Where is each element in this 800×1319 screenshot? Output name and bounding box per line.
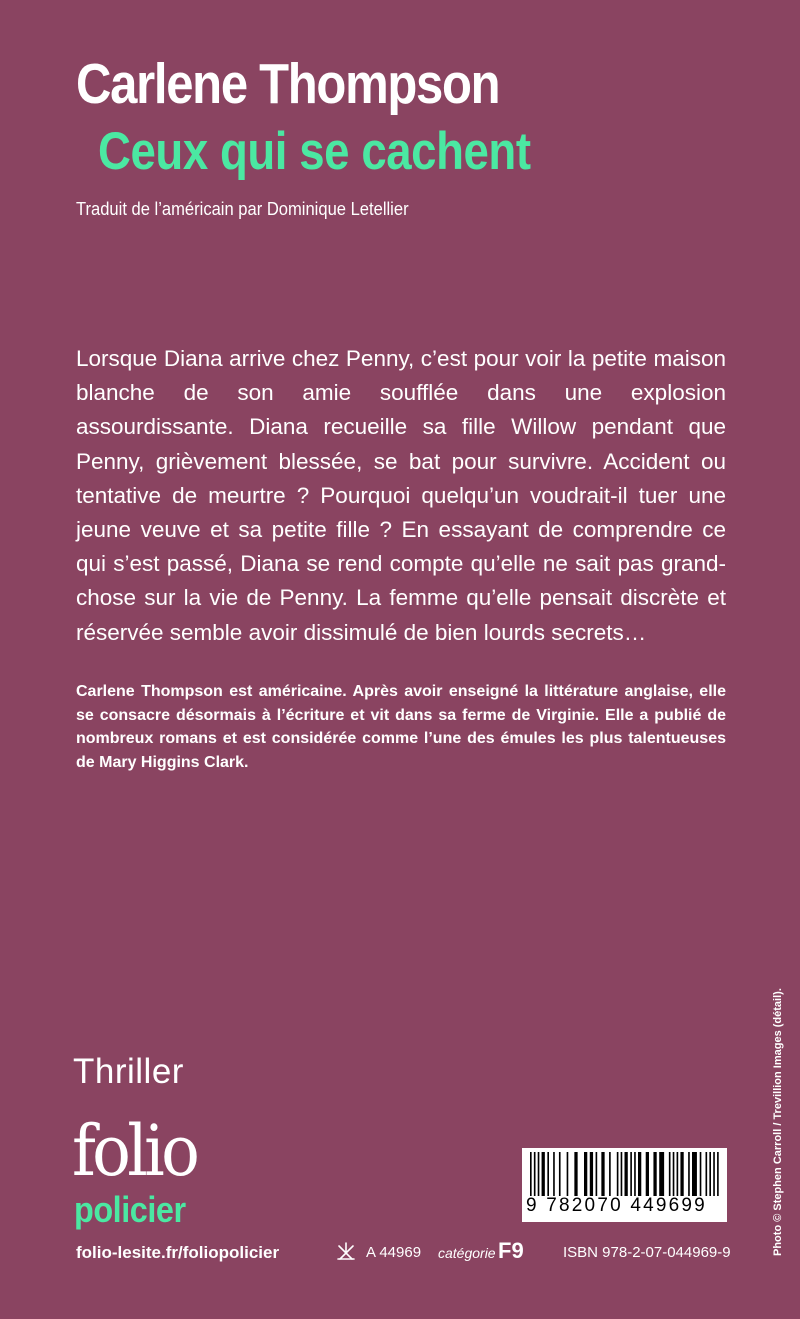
- barcode-bar: [547, 1152, 549, 1196]
- barcode-bar: [688, 1152, 690, 1196]
- barcode-bar: [706, 1152, 708, 1196]
- barcode-bar: [634, 1152, 636, 1196]
- catalog-code: A 44969: [366, 1244, 422, 1261]
- photo-credit: Photo © Stephen Carroll / Trevillion Images (détail).: [772, 988, 784, 1256]
- barcode-bar: [530, 1152, 532, 1196]
- barcode-bar: [625, 1152, 628, 1196]
- collection-name: policier: [74, 1189, 186, 1230]
- category-value: F9: [498, 1238, 524, 1263]
- barcode-bar: [559, 1152, 561, 1196]
- category-label: catégorie: [438, 1245, 496, 1261]
- gallimard-sigil-icon: [335, 1240, 357, 1262]
- barcode-number: 9 782070 449699: [526, 1195, 707, 1216]
- barcode-bar: [638, 1152, 641, 1196]
- barcode-bar: [673, 1152, 675, 1196]
- barcode-bar: [590, 1152, 593, 1196]
- barcode-bars: [530, 1152, 719, 1196]
- barcode-bar: [574, 1152, 577, 1196]
- barcode-bar: [659, 1152, 664, 1196]
- barcode-bar: [617, 1152, 619, 1196]
- barcode-bar: [692, 1152, 697, 1196]
- barcode-bar: [630, 1152, 632, 1196]
- author-name: Carlene Thompson: [76, 52, 500, 116]
- barcode-bar: [680, 1152, 683, 1196]
- publisher-website: folio-lesite.fr/foliopolicier: [76, 1243, 280, 1262]
- barcode-bar: [669, 1152, 671, 1196]
- genre-label: Thriller: [73, 1052, 184, 1091]
- publisher-logo: folio: [72, 1110, 197, 1192]
- translator-credit: Traduit de l’américain par Dominique Letellier: [76, 199, 409, 219]
- barcode-bar: [709, 1152, 711, 1196]
- barcode-bar: [567, 1152, 569, 1196]
- author-bio: Carlene Thompson est américaine. Après avoir enseigné la littérature anglaise, elle se consacre désormais à l’écriture et vit dans sa ferme de Virginie. Elle a publié de nombreux romans et est considérée comme l’une des émules les plus talentueuses de Mary Higgins Clark.: [76, 683, 726, 771]
- barcode-bar: [542, 1152, 545, 1196]
- barcode-bar: [596, 1152, 598, 1196]
- barcode-bar: [621, 1152, 623, 1196]
- barcode-bar: [538, 1152, 540, 1196]
- barcode-bar: [653, 1152, 656, 1196]
- barcode-bar: [601, 1152, 604, 1196]
- book-title: Ceux qui se cachent: [98, 122, 531, 181]
- barcode-bar: [609, 1152, 611, 1196]
- barcode: [522, 1148, 727, 1222]
- book-summary: Lorsque Diana arrive chez Penny, c’est pour voir la petite maison blanche de son amie soufflée dans une explosion assourdissante. Diana recueille sa fille Willow pendant que Penny, grièvement blessée, se bat pour survivre. Accident ou tentative de meurtre ? Pourquoi quelqu’un voudrait-il tuer une jeune veuve et sa petite fille ? En essayant de comprendre ce qui s’est passé, Diana se rend compte qu’elle ne sait pas grand-chose sur la vie de Penny. La femme qu’elle pensait discrète et réservée semble avoir dissimulé de bien lourds secrets…: [76, 346, 726, 645]
- barcode-bar: [700, 1152, 702, 1196]
- barcode-bar: [646, 1152, 649, 1196]
- barcode-bar: [534, 1152, 536, 1196]
- barcode-bar: [677, 1152, 679, 1196]
- barcode-bar: [713, 1152, 715, 1196]
- isbn-number: ISBN 978-2-07-044969-9: [563, 1244, 731, 1261]
- barcode-bar: [553, 1152, 555, 1196]
- barcode-bar: [717, 1152, 719, 1196]
- barcode-bar: [584, 1152, 587, 1196]
